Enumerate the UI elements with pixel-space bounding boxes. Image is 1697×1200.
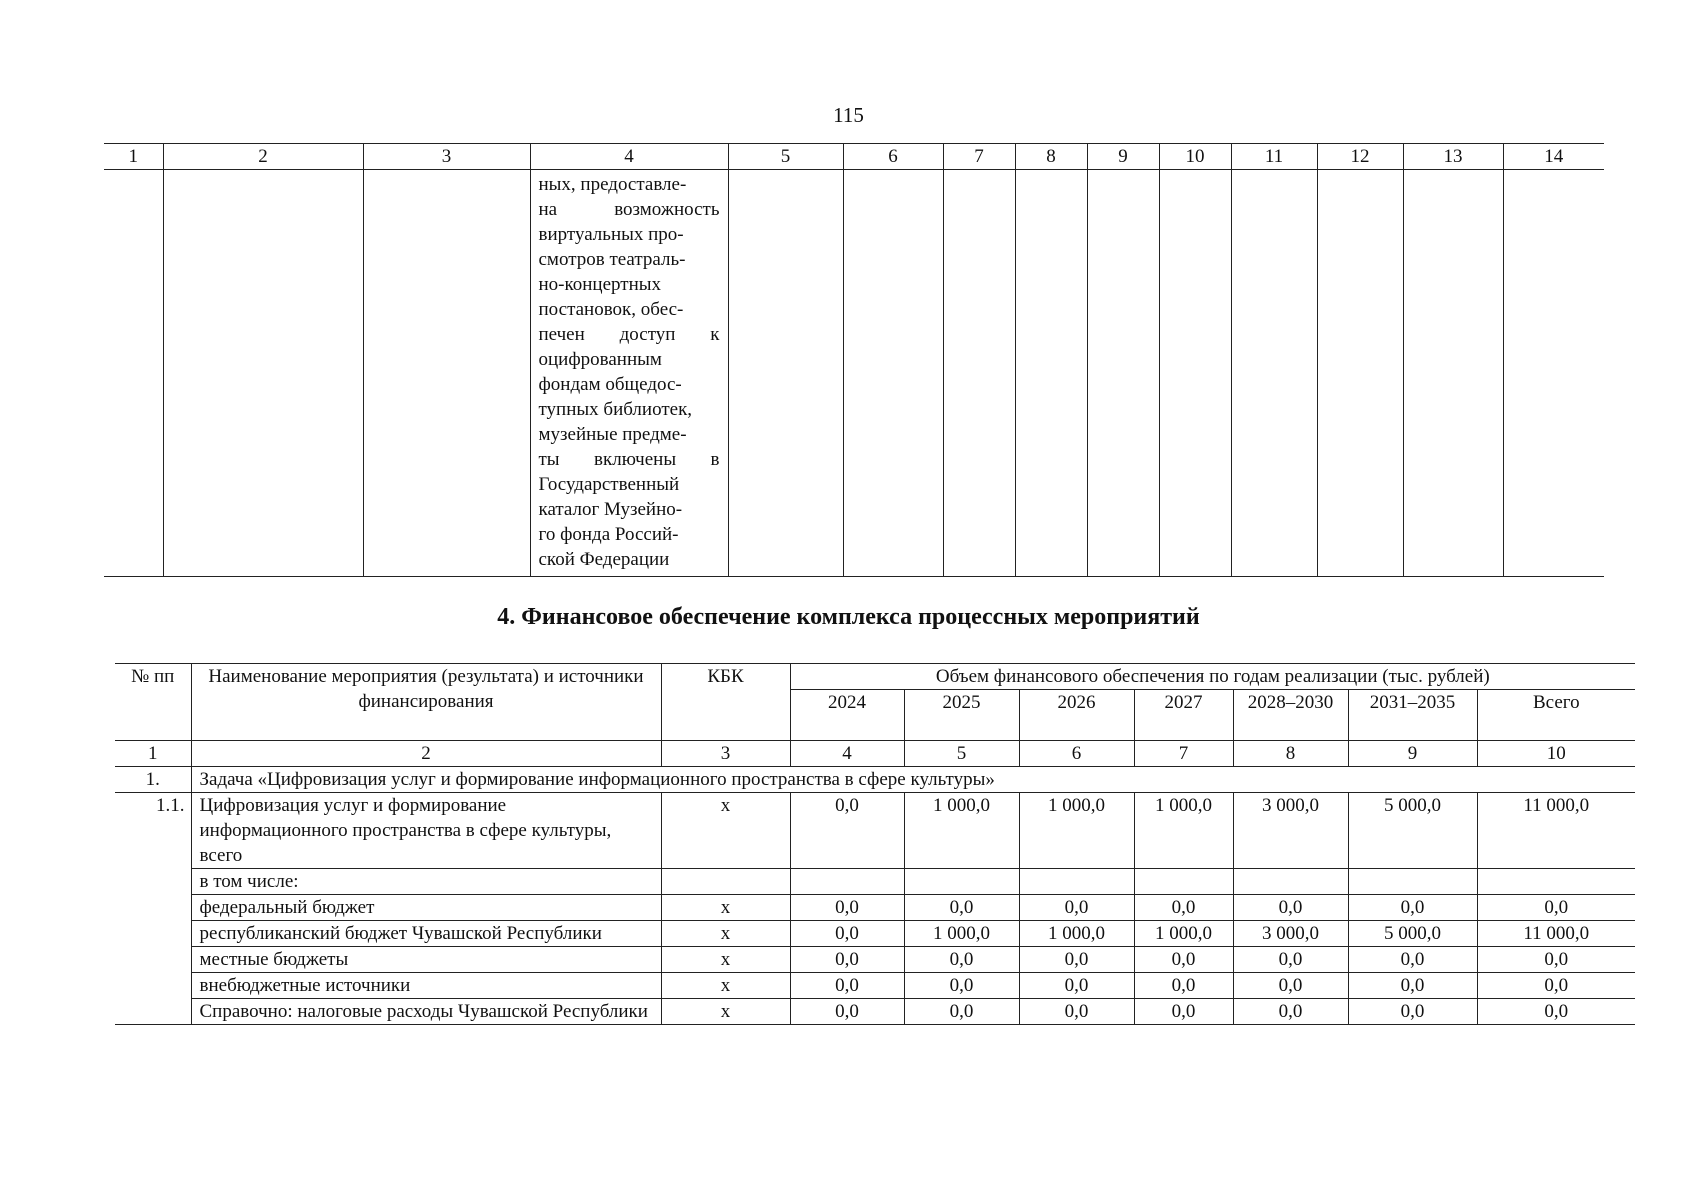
volume-header: Объем финансового обеспечения по годам реализации (тыс. рублей) [790, 664, 1635, 690]
table-row [115, 869, 1635, 895]
year-header: 2026 [1019, 690, 1134, 741]
column-number: 14 [1503, 144, 1604, 170]
table-row: Справочно: налоговые расходы Чувашской Республики x 0,0 0,0 0,0 0,0 0,0 0,0 0,0 [115, 999, 1635, 1025]
task-title: Задача «Цифровизация услуг и формирование информационного пространства в сфере культуры» [191, 767, 1635, 793]
column-numbers-row: 1 2 3 4 5 6 7 8 9 10 [115, 741, 1635, 767]
table-row: внебюджетные источники x 0,0 0,0 0,0 0,0 0,0 0,0 0,0 [115, 973, 1635, 999]
row-name: Цифровизация услуг и формирование информационного пространства в сфере культуры, всего [191, 793, 661, 869]
kbk-cell: x [661, 947, 790, 973]
section-heading: 4. Финансовое обеспечение комплекса процессных мероприятий [497, 604, 1200, 630]
table-header-row [104, 144, 1604, 170]
column-number: 3 [363, 144, 530, 170]
table-row: 1.1. Цифровизация услуг и формирование информационного пространства в сфере культуры, всего x 0,0 1 000,0 1 000,0 1 000,0 3 000,0 5 000,0 11 000,0 [115, 793, 1635, 869]
year-header: 2027 [1134, 690, 1233, 741]
continuation-table [104, 143, 1604, 577]
page-number: 115 [833, 103, 864, 127]
table-row: республиканский бюджет Чувашской Республики x 0,0 1 000,0 1 000,0 1 000,0 3 000,0 5 000,0 11 000,0 [115, 921, 1635, 947]
column-number: 4 [530, 144, 728, 170]
name-header: Наименование мероприятия (результата) и источники финансирования [191, 664, 661, 741]
column-number: 2 [163, 144, 363, 170]
kbk-cell: x [661, 973, 790, 999]
year-header: 2025 [904, 690, 1019, 741]
kbk-cell: x [661, 895, 790, 921]
financing-table [115, 663, 1635, 1025]
column-number: 10 [1159, 144, 1231, 170]
column-number: 7 [943, 144, 1015, 170]
task-row [115, 767, 1635, 793]
row-name: местные бюджеты [191, 947, 661, 973]
column-number: 8 [1015, 144, 1087, 170]
table-row: федеральный бюджет x 0,0 0,0 0,0 0,0 0,0 0,0 0,0 [115, 895, 1635, 921]
column-number: 6 [843, 144, 943, 170]
kbk-header: КБК [661, 664, 790, 741]
year-header: 2031–2035 [1348, 690, 1477, 741]
column-number: 5 [728, 144, 843, 170]
column-number: 12 [1317, 144, 1403, 170]
table-row [104, 170, 1604, 577]
kbk-cell: x [661, 999, 790, 1025]
column-number: 9 [1087, 144, 1159, 170]
total-header: Всего [1477, 690, 1635, 741]
column-number: 1 [104, 144, 163, 170]
year-header: 2024 [790, 690, 904, 741]
result-description: ных, предоставле- на возможность виртуальных про- смотров театраль- но-концертных постановок, обес- печен доступ к оцифрованным фондам общедос- тупных библиотек, музейные предме- ты включены в Государственный каталог Музейно- го фонда Россий- ской Федерации [530, 170, 728, 577]
row-name: Справочно: налоговые расходы Чувашской Республики [191, 999, 661, 1025]
row-name: в том числе: [191, 869, 661, 895]
kbk-cell: x [661, 921, 790, 947]
row-name: федеральный бюджет [191, 895, 661, 921]
header-row [115, 664, 1635, 690]
year-header: 2028–2030 [1233, 690, 1348, 741]
row-name: внебюджетные источники [191, 973, 661, 999]
column-number: 13 [1403, 144, 1503, 170]
table-row: местные бюджеты x 0,0 0,0 0,0 0,0 0,0 0,0 0,0 [115, 947, 1635, 973]
kbk-cell: x [661, 793, 790, 869]
column-number: 11 [1231, 144, 1317, 170]
task-number: 1. [115, 767, 191, 793]
item-number: 1.1. [115, 793, 191, 1025]
num-header: № пп [115, 664, 191, 741]
row-name: республиканский бюджет Чувашской Республики [191, 921, 661, 947]
